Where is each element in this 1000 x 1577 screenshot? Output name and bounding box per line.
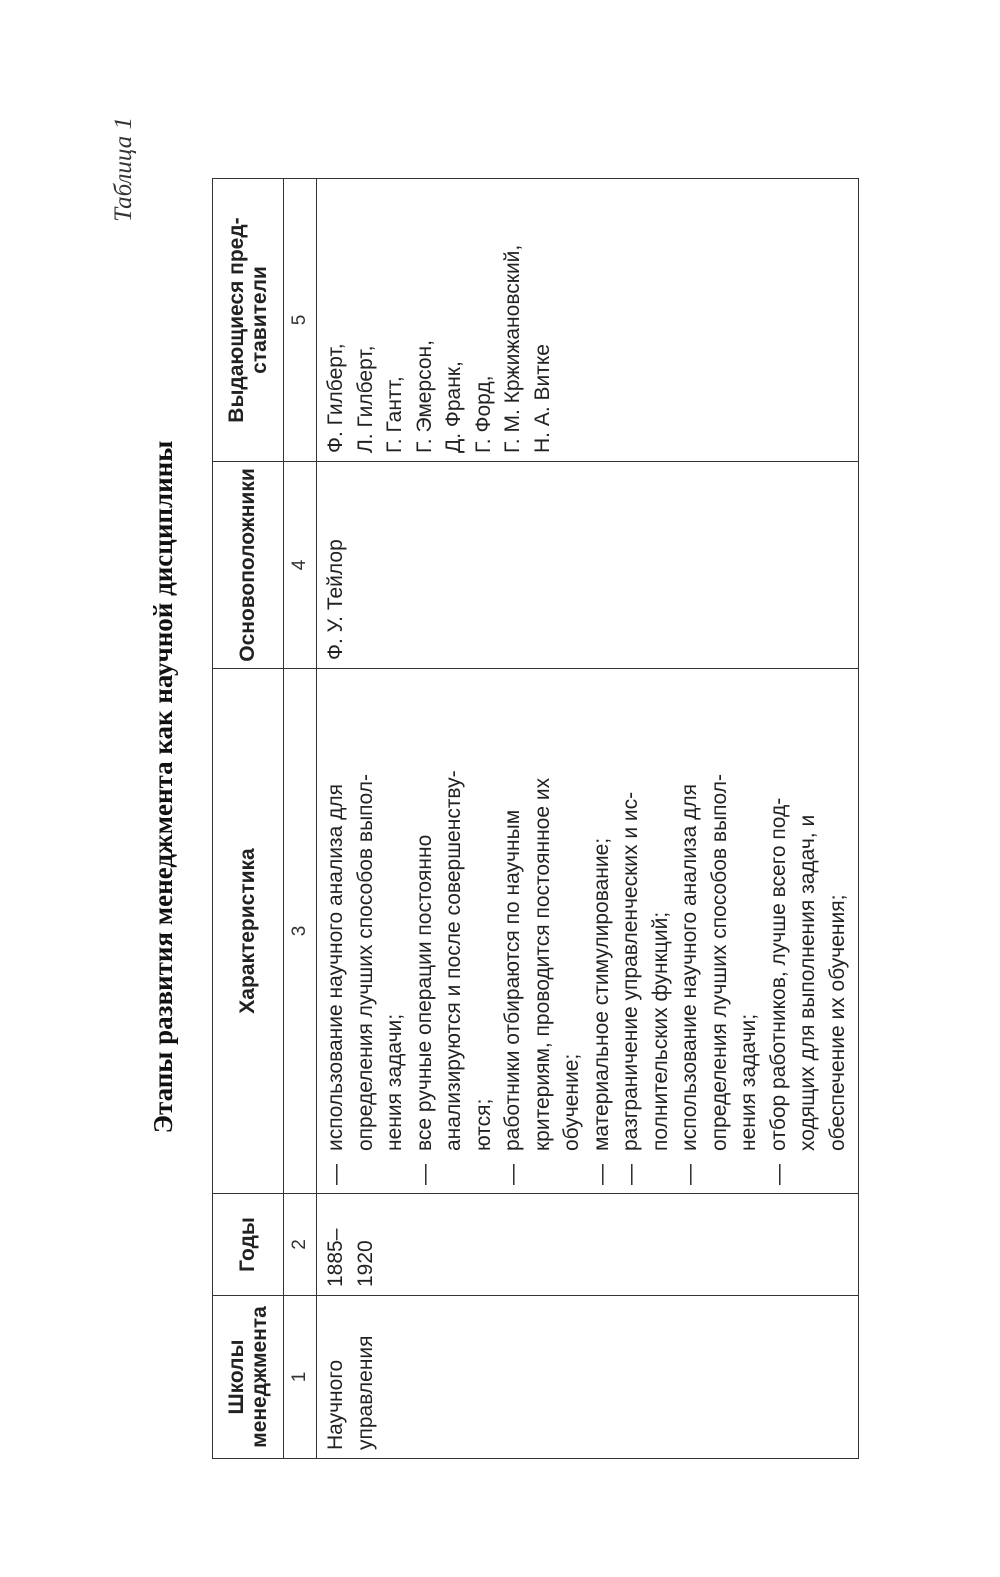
header-years: Годы [213, 1194, 284, 1296]
founders-cell: Ф. У. Тейлор [317, 462, 859, 669]
list-item: — использование научного анализа для определения лучших способов выпол- нения задачи; [324, 773, 406, 1185]
table-row [317, 179, 859, 1459]
header-schools: Школы менеджмента [213, 1296, 284, 1459]
characteristics-cell [317, 669, 859, 1194]
column-number: 3 [284, 669, 317, 1194]
list-item: — все ручные операции постоянно анализируются и после совершенству- ются; [412, 770, 495, 1185]
column-number: 1 [284, 1296, 317, 1459]
management-stages-table [212, 178, 859, 1459]
list-item: — работники отбираются по научным критериям, проводится постоянное их обучение; [501, 777, 583, 1185]
years-cell: 1885–1920 [317, 1194, 859, 1296]
list-item: — материальное стимулирование; [589, 837, 613, 1185]
column-number-row [284, 179, 317, 1459]
column-number: 5 [284, 179, 317, 462]
representatives-cell: Ф. Гилберт, Л. Гилберт, Г. Гантт, Г. Эмерсон, Д. Франк, Г. Форд, Г. М. Кржижановский, Н. А. Витке [317, 179, 859, 462]
header-characteristics: Характеристика [213, 669, 284, 1194]
list-item: — разграничение управленческих и ис- полнительских функций; [619, 791, 672, 1185]
header-row [213, 179, 284, 1459]
header-founders: Основоположники [213, 462, 284, 669]
table-caption: Таблица 1 [110, 117, 137, 222]
column-number: 2 [284, 1194, 317, 1296]
list-item: — отбор работников, лучше всего под- ходящих для выполнения задач, и обеспечение их обучения; [766, 797, 849, 1185]
school-cell: Научного управления [317, 1296, 859, 1459]
column-number: 4 [284, 462, 317, 669]
table-title: Этапы развития менеджмента как научной дисциплины [148, 440, 178, 1134]
list-item: — использование научного анализа для определения лучших способов выпол- нения задачи; [678, 773, 760, 1185]
header-representatives: Выдающиеся пред- ставители [213, 179, 284, 462]
